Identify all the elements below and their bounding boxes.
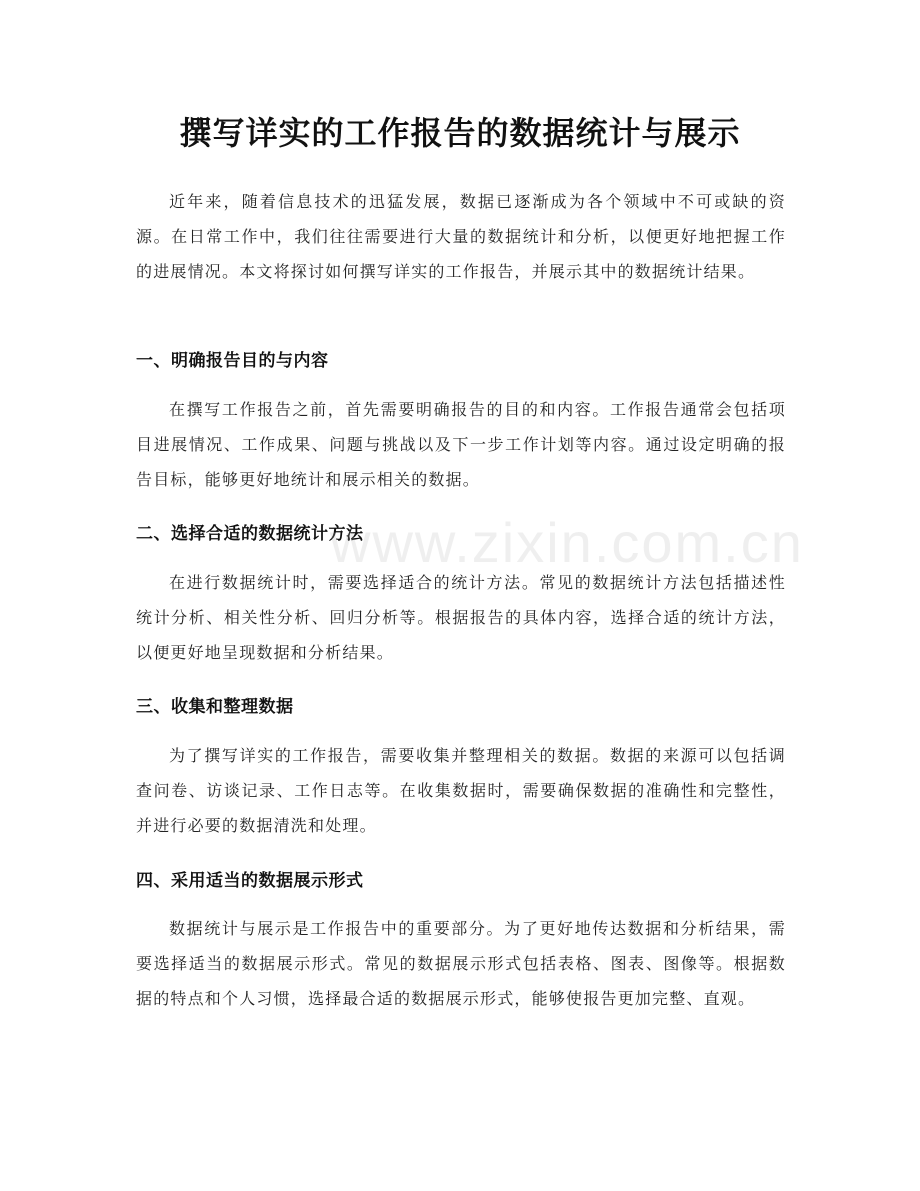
section-body-3: 为了撰写详实的工作报告，需要收集并整理相关的数据。数据的来源可以包括调查问卷、访谈记录、工作日志等。在收集数据时，需要确保数据的准确性和完整性，并进行必要的数据清洗和处理。 [136,746,786,835]
document-title: 撰写详实的工作报告的数据统计与展示 [179,114,741,152]
section-body-1: 在撰写工作报告之前，首先需要明确报告的目的和内容。工作报告通常会包括项目进展情况、工作成果、问题与挑战以及下一步工作计划等内容。通过设定明确的报告目标，能够更好地统计和展示相关的数据。 [136,400,786,489]
intro-paragraph: 近年来，随着信息技术的迅猛发展，数据已逐渐成为各个领域中不可或缺的资源。在日常工作中，我们往往需要进行大量的数据统计和分析，以便更好地把握工作的进展情况。本文将探讨如何撰写详实的工作报告，并展示其中的数据统计结果。 [136,192,786,281]
section-body-4: 数据统计与展示是工作报告中的重要部分。为了更好地传达数据和分析结果，需要选择适当的数据展示形式。常见的数据展示形式包括表格、图表、图像等。根据数据的特点和个人习惯，选择最合适的数据展示形式，能够使报告更加完整、直观。 [136,919,786,1008]
section-heading-2: 二、选择合适的数据统计方法 [136,524,364,544]
section-heading-4: 四、采用适当的数据展示形式 [136,871,364,891]
watermark: www.zixin.com.cn [330,511,804,574]
section-heading-1: 一、明确报告目的与内容 [136,351,329,371]
section-heading-3: 三、收集和整理数据 [136,697,294,717]
section-body-2: 在进行数据统计时，需要选择适合的统计方法。常见的数据统计方法包括描述性统计分析、相关性分析、回归分析等。根据报告的具体内容，选择合适的统计方法，以便更好地呈现数据和分析结果。 [136,573,786,662]
